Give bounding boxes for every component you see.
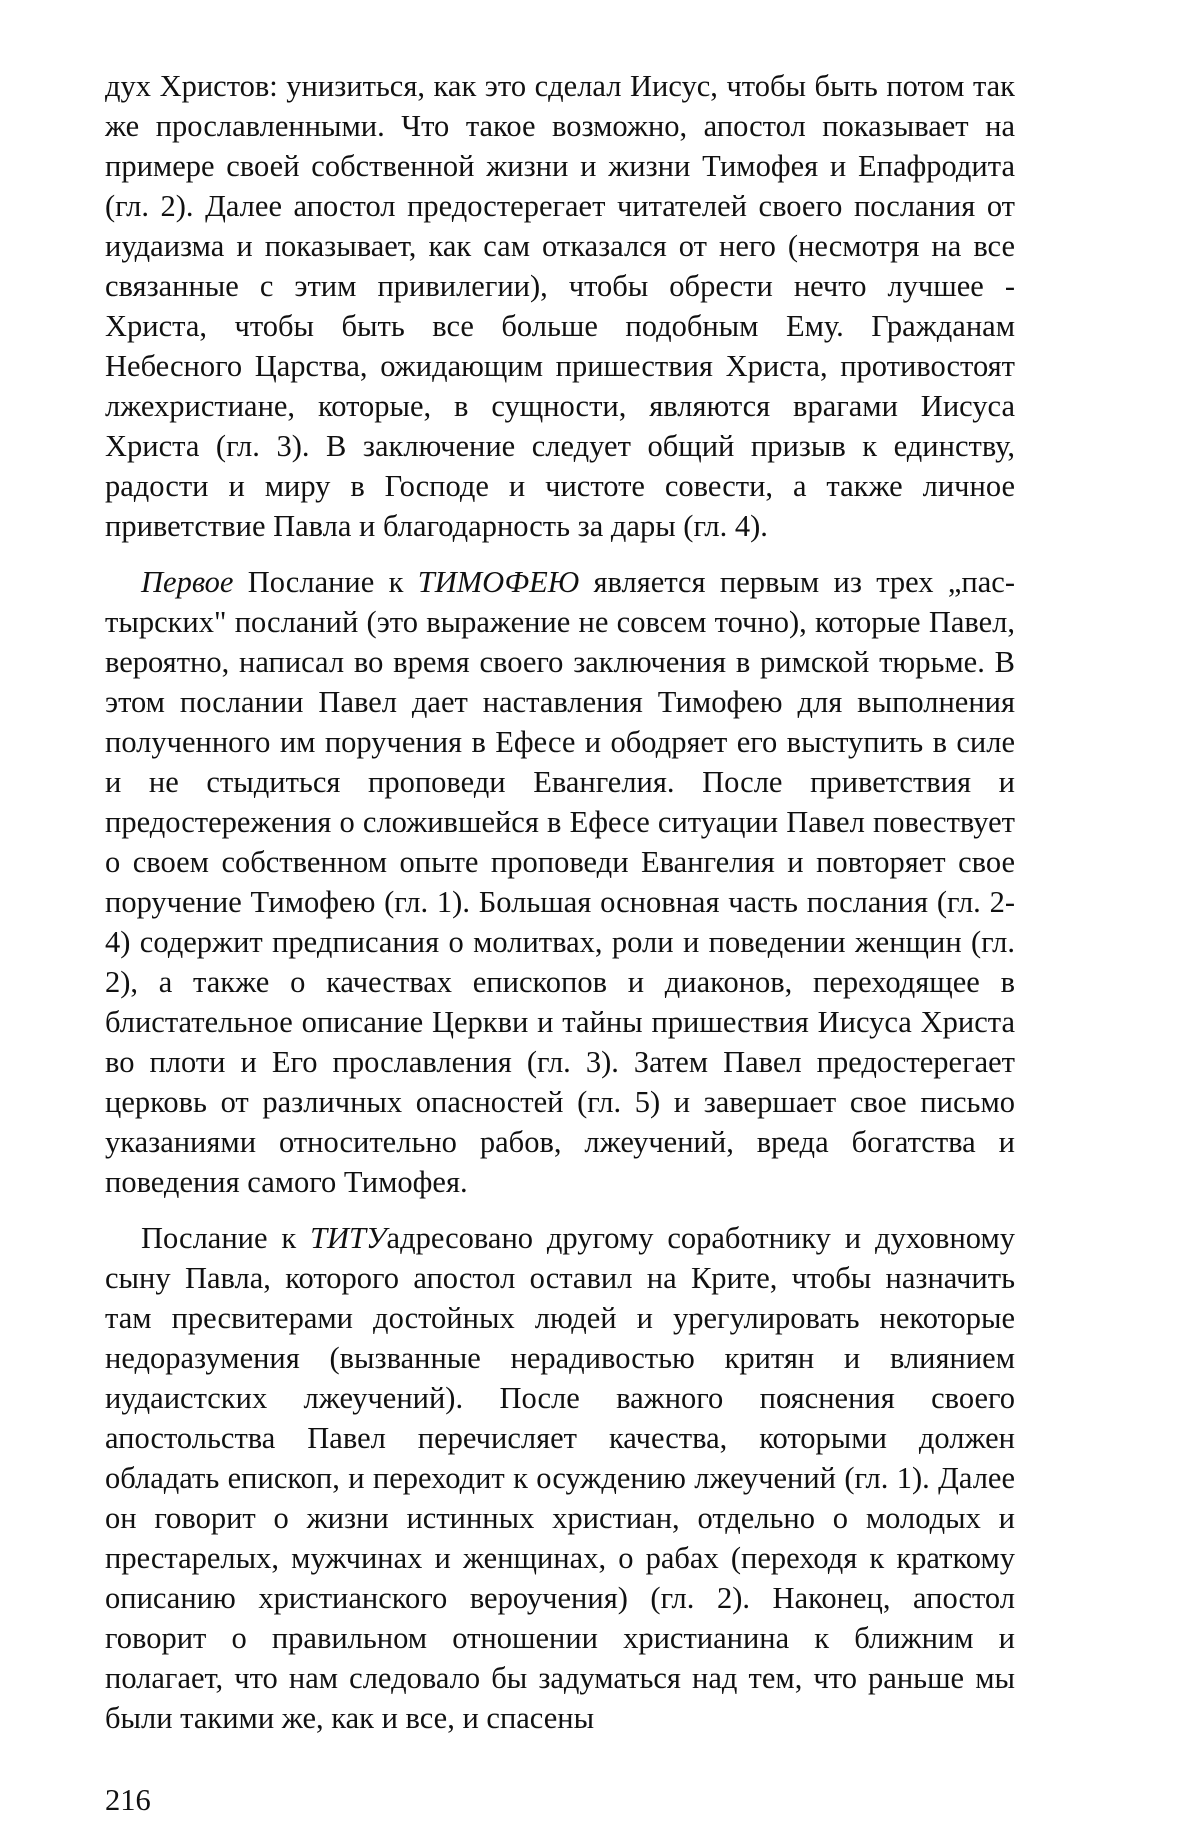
paragraph-first-timothy <box>105 562 1015 1202</box>
emphasis-timothy: ТИМОФЕЮ <box>417 565 580 599</box>
paragraph-text: дух Христов: унизиться, как это сделал Иисус, чтобы быть потом так же прославленными. Что такое возможно, апостол показывает на примере своей собственной жизни и жизни Тимофея и Епафродита (гл. 2). Далее апостол предостерегает читателей своего послания от иудаизма и показывает, как сам отказался от него (несмотря на все связанные с этим привилегии), чтобы обрести нечто лучшее - Христа, чтобы быть все больше подобным Ему. Гражданам Небесного Царства, ожидающим пришествия Христа, противостоят лжехристиане, которые, в сущности, являются врагами Иисуса Христа (гл. 3). В заключение следует общий призыв к единству, радости и миру в Господе и чистоте совести, а также личное приветствие Павла и благодарность за дары (гл. 4). <box>105 69 1015 543</box>
body-text <box>105 66 1015 1738</box>
page-number: 216 <box>105 1783 151 1817</box>
paragraph-philippians-continuation <box>105 66 1015 546</box>
emphasis-first: Первое <box>141 565 234 599</box>
paragraph-lead: Послание к <box>141 1221 311 1255</box>
emphasis-titus: ТИТУ <box>310 1221 387 1255</box>
paragraph-text: является первым из трех „пастырских" посланий (это выражение не совсем точно), которые Павел, вероятно, написал во время своего заключения в римской тюрьме. В этом послании Павел дает наставления Тимофею для выполнения полученного им поручения в Ефесе и ободряет его выступить в силе и не стыдиться проповеди Евангелия. После приветствия и предостережения о сложившейся в Ефесе ситуации Павел повествует о своем собственном опыте проповеди Евангелия и повторяет свое поручение Тимофею (гл. 1). Большая основная часть послания (гл. 2-4) содержит предписания о молитвах, роли и поведении женщин (гл. 2), а также о качествах епископов и диаконов, переходящее в блистательное описание Церкви и тайны пришествия Иисуса Христа во плоти и Его прославления (гл. 3). Затем Павел предостерегает церковь от различных опасностей (гл. 5) и завершает свое письмо указаниями относительно рабов, лжеучений, вреда богатства и поведения самого Тимофея. <box>105 565 1015 1199</box>
paragraph-lead: Послание к <box>233 565 418 599</box>
paragraph-titus <box>105 1218 1015 1738</box>
paragraph-text: адресовано другому соработнику и духовному сыну Павла, которого апостол оставил на Крите, чтобы назначить там пресвитерами достойных людей и урегулировать некоторые недоразумения (вызванные нерадивостью критян и влиянием иудаистских лжеучений). После важного пояснения своего апостольства Павел перечисляет качества, которыми должен обладать епископ, и переходит к осуждению лжеучений (гл. 1). Далее он говорит о жизни истинных христиан, отдельно о молодых и престарелых, мужчинах и женщинах, о рабах (переходя к краткому описанию христианского вероучения) (гл. 2). Наконец, апостол говорит о правильном отношении христианина к ближним и полагает, что нам следовало бы задуматься над тем, что раньше мы были такими же, как и все, и спасены <box>105 1221 1015 1735</box>
